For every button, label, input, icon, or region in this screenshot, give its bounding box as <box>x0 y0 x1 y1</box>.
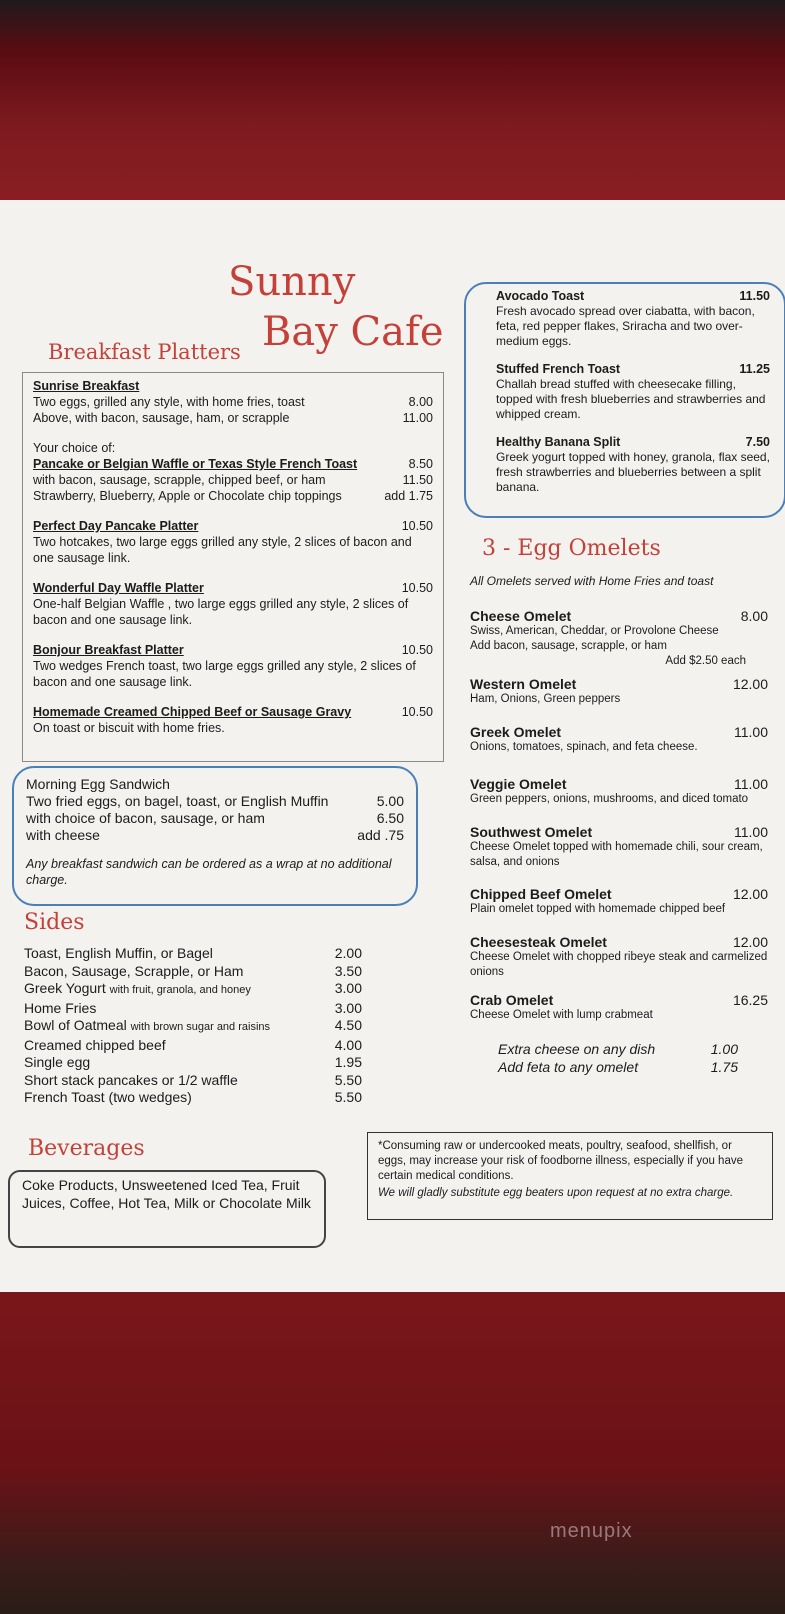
item-line: Above, with bacon, sausage, ham, or scrapple <box>33 411 290 425</box>
perfect-day-platter <box>33 518 433 566</box>
omelet-price: 11.00 <box>734 824 768 840</box>
list-item <box>470 676 768 724</box>
item-line: Strawberry, Blueberry, Apple or Chocolate chip toppings <box>33 489 342 503</box>
sandwich-price: 6.50 <box>376 810 404 826</box>
side-price: 3.00 <box>334 980 362 996</box>
extra-text: Add feta to any omelet <box>498 1059 639 1075</box>
beverages-heading: Beverages <box>28 1136 145 1161</box>
item-name: Perfect Day Pancake Platter <box>33 519 199 533</box>
item-price: add 1.75 <box>384 489 433 503</box>
side-name: French Toast (two wedges) <box>24 1089 192 1105</box>
sunrise-breakfast <box>33 378 433 426</box>
omelet-extras <box>470 1040 768 1076</box>
item-name: Bonjour Breakfast Platter <box>33 643 184 657</box>
item-line: with bacon, sausage, scrapple, chipped beef, or ham <box>33 473 326 487</box>
side-price: 5.50 <box>334 1071 362 1088</box>
item-desc: Two wedges French toast, two large eggs grilled any style, 2 slices of bacon and one sausage link. <box>33 659 416 689</box>
omelet-desc: Ham, Onions, Green peppers <box>470 693 621 705</box>
omelet-desc-2: Add bacon, sausage, scrapple, or ham <box>470 640 667 652</box>
omelet-price: 8.00 <box>740 608 768 624</box>
list-item <box>24 1037 362 1055</box>
omelet-price: 16.25 <box>732 992 768 1008</box>
item-desc: On toast or biscuit with home fries. <box>33 721 225 735</box>
omelet-price: 12.00 <box>732 934 768 950</box>
item-price: 11.00 <box>402 411 433 425</box>
item-desc: Two hotcakes, two large eggs grilled any style, 2 slices of bacon and one sausage link. <box>33 535 412 565</box>
list-item <box>470 776 768 824</box>
omelet-name: Southwest Omelet <box>470 824 593 840</box>
omelet-desc: Cheese Omelet with chopped ribeye steak and carmelized onions <box>470 951 768 978</box>
side-name: Greek Yogurt <box>24 980 106 996</box>
side-price: 4.50 <box>334 1017 362 1033</box>
sandwich-price: 5.00 <box>376 793 404 809</box>
side-price: 4.00 <box>334 1036 362 1053</box>
side-name: Creamed chipped beef <box>24 1036 166 1053</box>
egg-beaters-note: We will gladly substitute egg beaters upon request at no extra charge. <box>378 1187 734 1199</box>
specials-box <box>464 282 785 518</box>
omelet-name: Veggie Omelet <box>470 776 567 792</box>
cafe-title-line2: Bay Cafe <box>262 309 444 355</box>
item-desc: One-half Belgian Waffle , two large eggs grilled any style, 2 slices of bacon and one sausage link. <box>33 597 409 627</box>
side-price: 3.50 <box>334 962 362 979</box>
omelet-desc: Swiss, American, Cheddar, or Provolone Cheese <box>470 625 719 637</box>
beverages-box <box>8 1170 326 1248</box>
omelet-price: 12.00 <box>732 886 768 902</box>
special-avocado-toast <box>496 288 770 349</box>
item-price: 10.50 <box>401 581 433 595</box>
item-price: 8.00 <box>408 395 433 409</box>
side-price: 5.50 <box>334 1089 362 1105</box>
omelet-name: Chipped Beef Omelet <box>470 886 612 902</box>
list-item <box>24 1072 362 1090</box>
side-name: Bowl of Oatmeal <box>24 1017 127 1033</box>
omelet-desc: Onions, tomatoes, spinach, and feta cheese. <box>470 741 698 753</box>
special-price: 7.50 <box>745 435 770 449</box>
list-item <box>470 934 768 992</box>
wonderful-day-platter <box>33 580 433 628</box>
omelets-subtitle: All Omelets served with Home Fries and toast <box>470 574 714 588</box>
side-extra: with brown sugar and raisins <box>130 1021 271 1033</box>
special-banana-split <box>496 434 770 495</box>
list-item <box>470 886 768 934</box>
side-extra: with fruit, granola, and honey <box>109 984 251 996</box>
omelet-price: 11.00 <box>734 724 768 740</box>
special-stuffed-french-toast <box>496 361 770 422</box>
item-name: Wonderful Day Waffle Platter <box>33 581 204 595</box>
list-item <box>470 724 768 776</box>
omelet-add-price: Add $2.50 each <box>665 655 746 667</box>
sides-heading: Sides <box>24 910 85 935</box>
item-price: 11.50 <box>402 473 433 487</box>
watermark: menupix <box>550 1520 633 1542</box>
special-name: Healthy Banana Split <box>496 435 621 449</box>
omelet-desc: Plain omelet topped with homemade chipped beef <box>470 903 726 915</box>
list-item <box>470 608 768 676</box>
list-item <box>24 980 362 1000</box>
omelet-name: Cheesesteak Omelet <box>470 934 607 950</box>
sandwich-line: with choice of bacon, sausage, or ham <box>26 810 265 826</box>
omelet-desc: Cheese Omelet topped with homemade chili, sour cream, salsa, and onions <box>470 841 763 868</box>
omelet-desc: Cheese Omelet with lump crabmeat <box>470 1009 653 1021</box>
food-safety-notice <box>367 1132 773 1220</box>
special-desc: Challah bread stuffed with cheesecake filling, topped with fresh blueberries and strawberries and whipped cream. <box>496 377 766 421</box>
extra-price: 1.00 <box>710 1041 738 1057</box>
pancake-waffle-toast <box>33 440 433 504</box>
creamed-chipped-beef <box>33 704 433 736</box>
special-name: Avocado Toast <box>496 289 585 303</box>
item-name: Homemade Creamed Chipped Beef or Sausage Gravy <box>33 705 352 719</box>
omelet-price: 12.00 <box>732 676 768 692</box>
side-name: Single egg <box>24 1054 91 1070</box>
bonjour-platter <box>33 642 433 690</box>
list-item <box>24 1000 362 1018</box>
special-desc: Fresh avocado spread over ciabatta, with bacon, feta, red pepper flakes, Sriracha and two over-medium eggs. <box>496 304 755 348</box>
omelet-desc: Green peppers, onions, mushrooms, and diced tomato <box>470 793 749 805</box>
extra-text: Extra cheese on any dish <box>498 1041 656 1057</box>
item-name: Pancake or Belgian Waffle or Texas Style French Toast <box>33 457 358 471</box>
list-item <box>24 945 362 963</box>
extra-price: 1.75 <box>710 1059 738 1075</box>
side-price: 2.00 <box>334 945 362 961</box>
side-price: 3.00 <box>334 999 362 1016</box>
omelet-name: Western Omelet <box>470 676 577 692</box>
breakfast-platters-box <box>22 372 444 762</box>
omelet-name: Cheese Omelet <box>470 608 572 624</box>
special-name: Stuffed French Toast <box>496 362 621 376</box>
list-item <box>24 1089 362 1107</box>
side-name: Short stack pancakes or 1/2 waffle <box>24 1071 238 1088</box>
side-name: Toast, English Muffin, or Bagel <box>24 945 213 961</box>
list-item <box>24 1054 362 1072</box>
table-surface-top <box>0 0 785 210</box>
beverages-text: Coke Products, Unsweetened Iced Tea, Fruit Juices, Coffee, Hot Tea, Milk or Chocolate Milk <box>22 1177 311 1211</box>
item-price: 10.50 <box>401 705 433 719</box>
sandwich-wrap-note: Any breakfast sandwich can be ordered as a wrap at no additional charge. <box>26 857 392 887</box>
side-price: 1.95 <box>334 1054 362 1070</box>
sandwich-line: Two fried eggs, on bagel, toast, or English Muffin <box>26 793 329 809</box>
list-item <box>24 1017 362 1037</box>
special-price: 11.25 <box>739 362 770 376</box>
item-name: Sunrise Breakfast <box>33 379 140 393</box>
list-item <box>24 963 362 981</box>
item-price: 10.50 <box>401 519 433 533</box>
item-line: Two eggs, grilled any style, with home fries, toast <box>33 395 305 409</box>
omelets-list <box>470 608 768 1076</box>
item-price: 8.50 <box>408 457 433 471</box>
omelet-name: Crab Omelet <box>470 992 554 1008</box>
omelet-price: 11.00 <box>734 776 768 792</box>
cafe-title-line1: Sunny <box>228 259 356 305</box>
sides-list <box>24 945 362 1107</box>
side-name: Bacon, Sausage, Scrapple, or Ham <box>24 962 244 979</box>
special-price: 11.50 <box>739 289 770 303</box>
sandwich-line: with cheese <box>26 827 100 843</box>
list-item <box>470 992 768 1040</box>
choice-intro: Your choice of: <box>33 441 116 455</box>
list-item <box>470 824 768 886</box>
omelet-name: Greek Omelet <box>470 724 562 740</box>
egg-sandwich-box <box>12 766 418 906</box>
sandwich-name: Morning Egg Sandwich <box>26 776 170 792</box>
raw-food-warning: *Consuming raw or undercooked meats, poultry, seafood, shellfish, or eggs, may increase your risk of foodborne illness, especially if you have certain medical conditions. <box>378 1140 743 1182</box>
side-name: Home Fries <box>24 999 97 1016</box>
special-desc: Greek yogurt topped with honey, granola, flax seed, fresh strawberries and blueberries between a split banana. <box>496 450 770 494</box>
sandwich-price: add .75 <box>357 827 404 843</box>
breakfast-platters-heading: Breakfast Platters <box>48 340 241 364</box>
item-price: 10.50 <box>401 643 433 657</box>
omelets-heading: 3 - Egg Omelets <box>482 536 661 561</box>
table-surface-bottom <box>0 1290 785 1614</box>
